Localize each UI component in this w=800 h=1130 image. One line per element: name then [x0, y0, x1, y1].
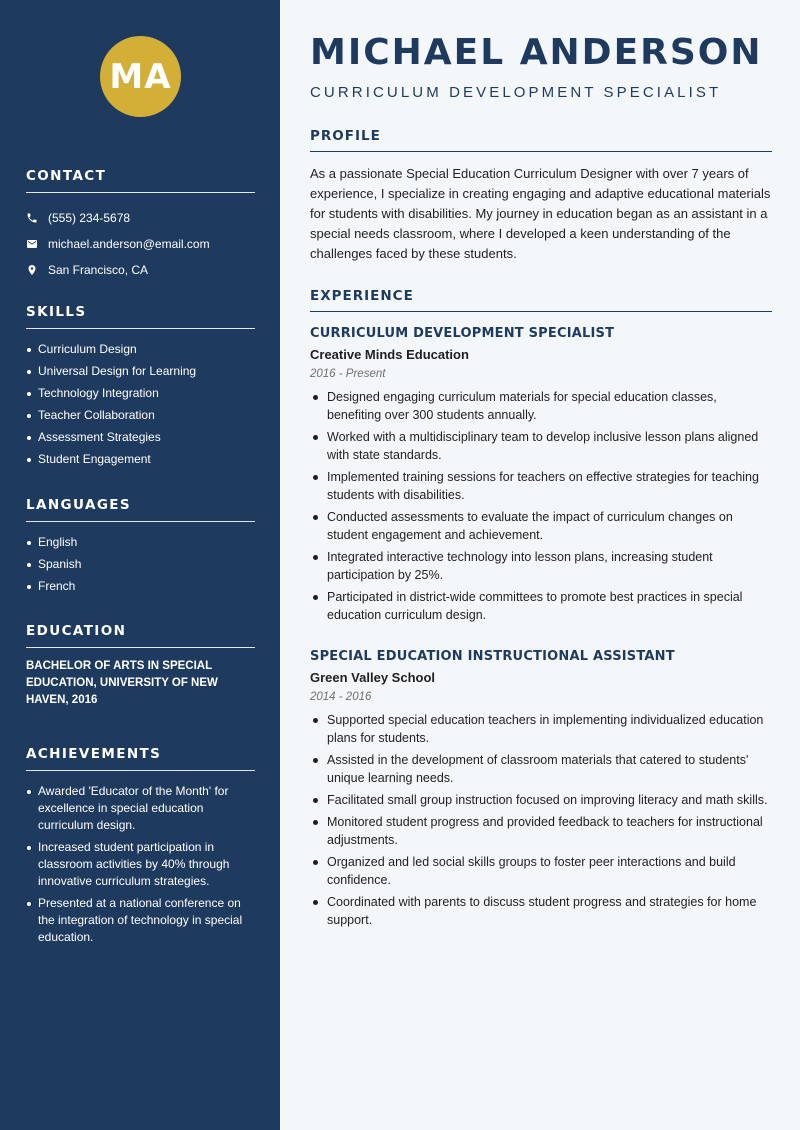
contact-list	[26, 205, 255, 283]
job-entry	[310, 326, 772, 628]
achievement-item: Increased student participation in classroom activities by 40% through innovative curriculum strategies.	[26, 839, 255, 890]
job-bullet: Assisted in the development of classroom materials that catered to students' unique learning needs.	[310, 751, 772, 787]
profile-section	[310, 128, 772, 264]
contact-phone[interactable]	[26, 205, 255, 231]
job-bullet: Implemented training sessions for teachers on effective strategies for teaching students with disabilities.	[310, 468, 772, 504]
job-bullet: Designed engaging curriculum materials for special education classes, benefiting over 300 students annually.	[310, 388, 772, 424]
language-item: Spanish	[26, 556, 255, 573]
achievements-heading: ACHIEVEMENTS	[26, 746, 255, 771]
languages-list	[26, 534, 255, 595]
languages-heading: LANGUAGES	[26, 497, 255, 522]
profile-text: As a passionate Special Education Curriculum Designer with over 7 years of experience, I specialize in creating engaging and adaptive educational materials for students with disabilities. My journey in education began as an assistant in a special needs classroom, where I developed a keen understanding of the challenges faced by these students.	[310, 166, 771, 261]
achievements-list	[26, 783, 255, 946]
education-section	[26, 623, 255, 709]
contact-email-text: michael.anderson@email.com	[48, 237, 210, 251]
job-title: SPECIAL EDUCATION INSTRUCTIONAL ASSISTANT	[310, 649, 675, 664]
skill-item: Assessment Strategies	[26, 429, 255, 446]
contact-email[interactable]	[26, 231, 255, 257]
achievements-section	[26, 746, 255, 951]
candidate-name: MICHAEL ANDERSON	[310, 32, 763, 73]
job-dates: 2016 - Present	[310, 368, 386, 380]
skills-section	[26, 304, 255, 473]
job-bullet: Conducted assessments to evaluate the impact of curriculum changes on student engagement and achievement.	[310, 508, 772, 544]
avatar-initials: MA	[109, 56, 172, 97]
skill-item: Student Engagement	[26, 451, 255, 468]
skill-item: Curriculum Design	[26, 341, 255, 358]
job-bullet: Monitored student progress and provided feedback to teachers for instructional adjustments.	[310, 813, 772, 849]
job-bullets	[310, 711, 772, 929]
job-company: Green Valley School	[310, 670, 435, 685]
email-icon	[26, 238, 38, 250]
job-bullet: Facilitated small group instruction focused on improving literacy and math skills.	[310, 791, 772, 809]
job-dates: 2014 - 2016	[310, 691, 372, 703]
skill-item: Technology Integration	[26, 385, 255, 402]
location-pin-icon	[26, 264, 38, 276]
job-bullet: Supported special education teachers in implementing individualized education plans for students.	[310, 711, 772, 747]
job-company: Creative Minds Education	[310, 347, 469, 362]
job-bullet: Worked with a multidisciplinary team to develop inclusive lesson plans aligned with state standards.	[310, 428, 772, 464]
sidebar	[0, 0, 280, 1130]
skills-heading: SKILLS	[26, 304, 255, 329]
languages-section	[26, 497, 255, 600]
job-entry	[310, 649, 772, 933]
job-title-subtitle: CURRICULUM DEVELOPMENT SPECIALIST	[310, 84, 722, 101]
skills-list	[26, 341, 255, 468]
experience-heading: EXPERIENCE	[310, 288, 772, 312]
job-bullet: Participated in district-wide committees to promote best practices in special education curriculum design.	[310, 588, 772, 624]
education-heading: EDUCATION	[26, 623, 255, 648]
contact-phone-text: (555) 234-5678	[48, 211, 131, 225]
skill-item: Universal Design for Learning	[26, 363, 255, 380]
skill-item: Teacher Collaboration	[26, 407, 255, 424]
profile-heading: PROFILE	[310, 128, 772, 152]
contact-location-text: San Francisco, CA	[48, 263, 149, 277]
language-item: English	[26, 534, 255, 551]
achievement-item: Awarded 'Educator of the Month' for excellence in special education curriculum design.	[26, 783, 255, 834]
experience-section	[310, 288, 772, 312]
job-bullet: Coordinated with parents to discuss student progress and strategies for home support.	[310, 893, 772, 929]
education-degree: BACHELOR OF ARTS IN SPECIAL EDUCATION, UNIVERSITY OF NEW HAVEN, 2016	[26, 660, 218, 706]
contact-heading: CONTACT	[26, 168, 255, 193]
job-bullet: Organized and led social skills groups to foster peer interactions and build confidence.	[310, 853, 772, 889]
job-bullet: Integrated interactive technology into lesson plans, increasing student participation by 25%.	[310, 548, 772, 584]
language-item: French	[26, 578, 255, 595]
job-title: CURRICULUM DEVELOPMENT SPECIALIST	[310, 326, 615, 341]
job-bullets	[310, 388, 772, 624]
achievement-item: Presented at a national conference on the integration of technology in special education.	[26, 895, 255, 946]
contact-location	[26, 257, 255, 283]
phone-icon	[26, 212, 38, 224]
contact-section	[26, 168, 255, 283]
avatar	[100, 36, 181, 117]
